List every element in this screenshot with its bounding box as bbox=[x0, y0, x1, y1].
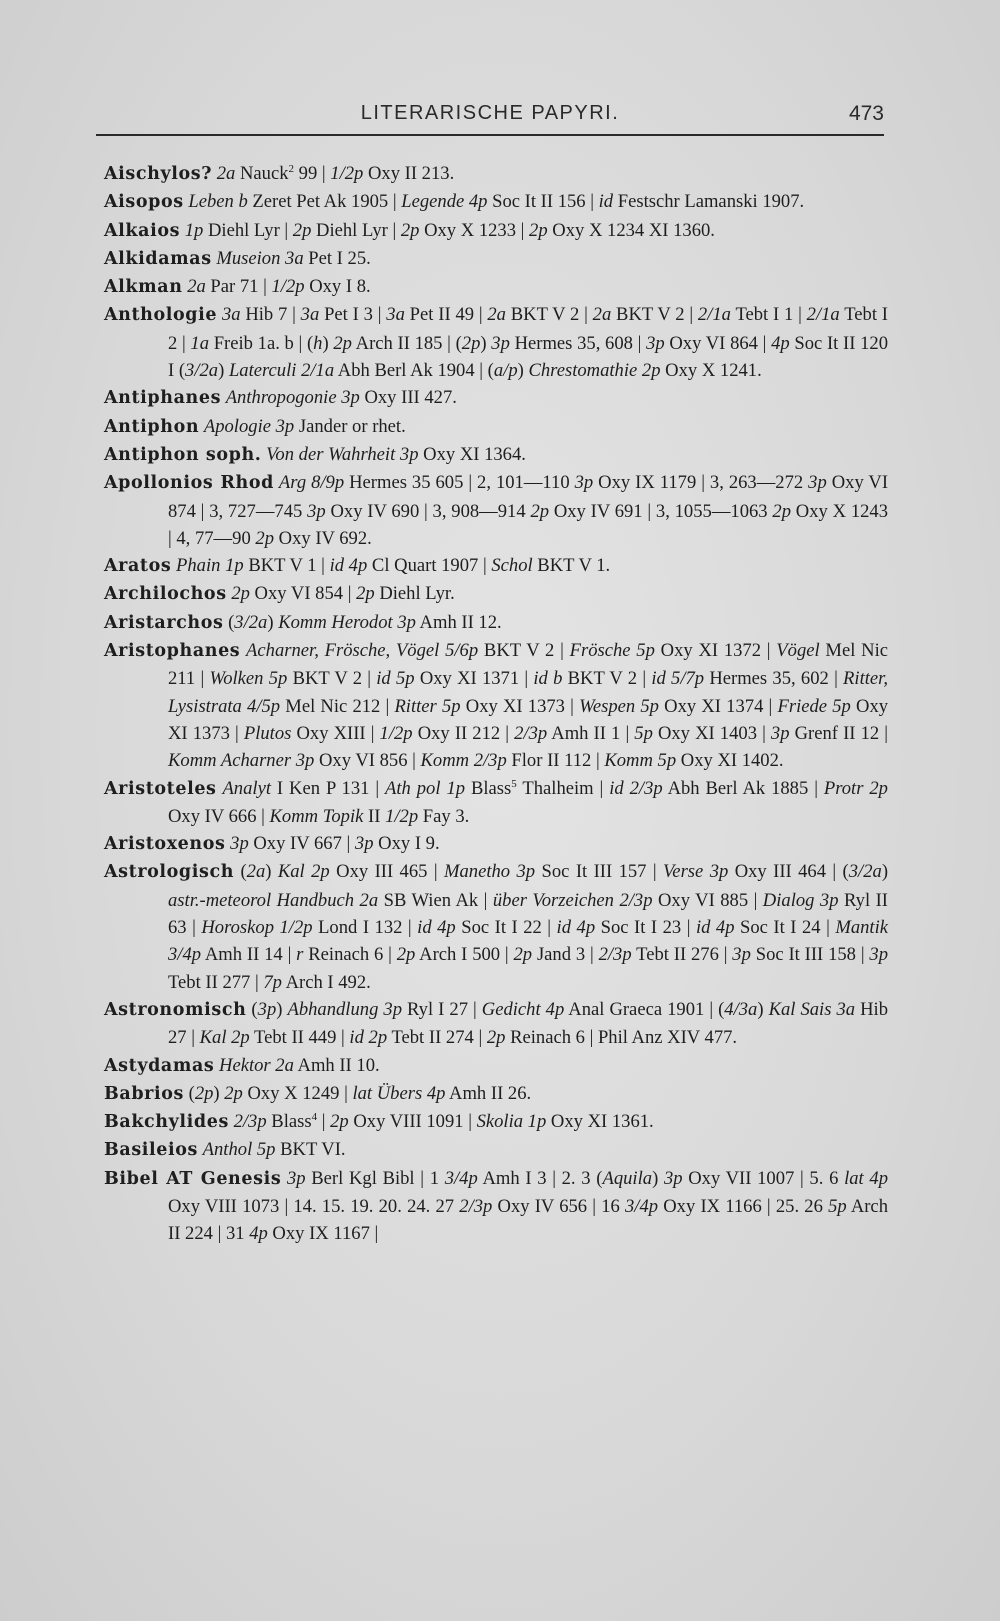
index-entry bbox=[104, 217, 888, 245]
entry-lemma: Astydamas bbox=[104, 1055, 215, 1076]
entry-lemma: Basileios bbox=[104, 1140, 198, 1161]
entry-references: Anthropogonie 3p Oxy III 427. bbox=[225, 387, 457, 409]
index-entries bbox=[104, 160, 888, 1248]
index-entry bbox=[104, 413, 888, 441]
index-entry bbox=[104, 996, 888, 1052]
entry-references: 2a Par 71 | 1/2p Oxy I 8. bbox=[187, 276, 371, 298]
entry-references: 3p Oxy IV 667 | 3p Oxy I 9. bbox=[230, 833, 440, 855]
entry-lemma: Bakchylides bbox=[104, 1112, 229, 1133]
index-entry bbox=[104, 160, 888, 188]
running-title: LITERARISCHE PAPYRI. bbox=[360, 102, 620, 124]
index-entry bbox=[104, 273, 888, 301]
index-entry bbox=[104, 441, 888, 469]
entry-references: 3a Hib 7 | 3a Pet I 3 | 3a Pet II 49 | 2a BKT V 2 | 2a BKT V 2 | 2/1a Tebt I 1 | 2/1a Tebt I 2 | 1a Freib 1a. b | (h) 2p Arch II 185 | (2p) 3p Hermes 35, 608 | 3p Oxy VI 864 | 4p Soc It II 120 I (3/2a) Laterculi 2/1a Abh Berl Ak 1904 | (a/p) Chrestomathie 2p Oxy X 1241. bbox=[168, 304, 889, 382]
index-entry bbox=[104, 1108, 888, 1136]
entry-lemma: Antiphanes bbox=[104, 388, 222, 409]
index-entry bbox=[104, 301, 888, 384]
entry-references: Leben b Zeret Pet Ak 1905 | Legende 4p Soc It II 156 | id Festschr Lamanski 1907. bbox=[188, 191, 805, 213]
entry-references: Phain 1p BKT V 1 | id 4p Cl Quart 1907 | Schol BKT V 1. bbox=[176, 555, 611, 577]
entry-references: Hektor 2a Amh II 10. bbox=[219, 1054, 380, 1076]
entry-lemma: Astronomisch bbox=[104, 999, 247, 1020]
index-entry bbox=[104, 1165, 888, 1248]
entry-lemma: Aristophanes bbox=[104, 641, 241, 662]
entry-lemma: Aristoxenos bbox=[104, 834, 226, 855]
entry-references: Arg 8/9p Hermes 35 605 | 2, 101—110 3p Oxy IX 1179 | 3, 263—272 3p Oxy VI 874 | 3, 727—745 3p Oxy IV 690 | 3, 908—914 2p Oxy IV 691 | 3, 1055—1063 2p Oxy X 1243 | 4, 77—90 2p Oxy IV 692. bbox=[168, 472, 889, 549]
entry-references: Apologie 3p Jander or rhet. bbox=[203, 415, 406, 437]
page-header bbox=[96, 96, 884, 136]
index-entry bbox=[104, 858, 888, 995]
index-entry bbox=[104, 384, 888, 412]
index-entry bbox=[104, 775, 888, 831]
index-entry bbox=[104, 1136, 888, 1164]
entry-lemma: Aristoteles bbox=[104, 778, 217, 799]
entry-references: (2a) Kal 2p Oxy III 465 | Manetho 3p Soc It III 157 | Verse 3p Oxy III 464 | (3/2a) astr.-meteorol Handbuch 2a SB Wien Ak | über Vorzeichen 2/3p Oxy VI 885 | Dialog 3p Ryl II 63 | Horoskop 1/2p Lond I 132 | id 4p Soc It I 22 | id 4p Soc It I 23 | id 4p Soc It I 24 | Mantik 3/4p Amh II 14 | r Reinach 6 | 2p Arch I 500 | 2p Jand 3 | 2/3p Tebt II 276 | 3p Soc It III 158 | 3p Tebt II 277 | 7p Arch I 492. bbox=[168, 861, 889, 993]
index-entry bbox=[104, 245, 888, 273]
index-entry bbox=[104, 188, 888, 216]
entry-references: 2p Oxy VI 854 | 2p Diehl Lyr. bbox=[231, 583, 455, 605]
entry-lemma: Bibel AT Genesis bbox=[104, 1168, 282, 1189]
index-entry bbox=[104, 830, 888, 858]
entry-references: Anthol 5p BKT VI. bbox=[202, 1139, 346, 1161]
entry-lemma: Antiphon bbox=[104, 416, 200, 437]
entry-lemma: Aristarchos bbox=[104, 612, 224, 633]
entry-references: (3/2a) Komm Herodot 3p Amh II 12. bbox=[223, 611, 502, 633]
index-entry bbox=[104, 469, 888, 552]
entry-lemma: Alkidamas bbox=[104, 248, 212, 269]
entry-references: 1p Diehl Lyr | 2p Diehl Lyr | 2p Oxy X 1233 | 2p Oxy X 1234 XI 1360. bbox=[184, 219, 715, 241]
entry-references: 3p Berl Kgl Bibl | 1 3/4p Amh I 3 | 2. 3 (Aquila) 3p Oxy VII 1007 | 5. 6 lat 4p Oxy VIII 1073 | 14. 15. 19. 20. 24. 27 2/3p Oxy IV 656 | 16 3/4p Oxy IX 1166 | 25. 26 5p Arch II 224 | 31 4p Oxy IX 1167 | bbox=[168, 1167, 888, 1245]
index-entry bbox=[104, 637, 888, 774]
page-number: 473 bbox=[848, 102, 884, 125]
index-entry bbox=[104, 1080, 888, 1108]
entry-lemma: Astrologisch bbox=[104, 862, 235, 883]
entry-lemma: Antiphon soph. bbox=[104, 444, 262, 465]
entry-lemma: Babrios bbox=[104, 1083, 184, 1104]
entry-lemma: Alkaios bbox=[104, 220, 181, 241]
entry-references: Museion 3a Pet I 25. bbox=[216, 247, 371, 269]
entry-lemma: Alkman bbox=[104, 277, 183, 298]
entry-lemma: Aischylos? bbox=[104, 164, 213, 184]
index-entry bbox=[104, 609, 888, 637]
index-entry bbox=[104, 552, 888, 580]
entry-lemma: Archilochos bbox=[104, 584, 227, 605]
entry-references: (3p) Abhandlung 3p Ryl I 27 | Gedicht 4p Anal Graeca 1901 | (4/3a) Kal Sais 3a Hib 27 | Kal 2p Tebt II 449 | id 2p Tebt II 274 | 2p Reinach 6 | Phil Anz XIV 477. bbox=[168, 998, 888, 1049]
entry-lemma: Anthologie bbox=[104, 305, 218, 326]
entry-references: 2a Nauck$^2$ 99 | 1/2p Oxy II 213. bbox=[216, 162, 455, 184]
entry-references: Acharner, Frösche, Vögel 5/6p BKT V 2 | Frösche 5p Oxy XI 1372 | Vögel Mel Nic 211 | Wolken 5p BKT V 2 | id 5p Oxy XI 1371 | id b BKT V 2 | id 5/7p Hermes 35, 602 | Ritter, Lysistrata 4/5p Mel Nic 212 | Ritter 5p Oxy XI 1373 | Wespen 5p Oxy XI 1374 | Friede 5p Oxy XI 1373 | Plutos Oxy XIII | 1/2p Oxy II 212 | 2/3p Amh II 1 | 5p Oxy XI 1403 | 3p Grenf II 12 | Komm Acharner 3p Oxy VI 856 | Komm 2/3p Flor II 112 | Komm 5p Oxy XI 1402. bbox=[168, 640, 889, 772]
entry-references: Analyt I Ken P 131 | Ath pol 1p Blass$^5$ Thalheim | id 2/3p Abh Berl Ak 1885 | Protr 2p Oxy IV 666 | Komm Topik II 1/2p Fay 3. bbox=[168, 777, 888, 827]
index-entry bbox=[104, 580, 888, 608]
index-entry bbox=[104, 1052, 888, 1080]
entry-references: 2/3p Blass$^4$ | 2p Oxy VIII 1091 | Skolia 1p Oxy XI 1361. bbox=[233, 1110, 654, 1133]
entry-references: (2p) 2p Oxy X 1249 | lat Übers 4p Amh II 26. bbox=[183, 1082, 532, 1104]
entry-lemma: Apollonios Rhod bbox=[104, 473, 274, 494]
entry-lemma: Aratos bbox=[104, 556, 172, 577]
entry-lemma: Aisopos bbox=[104, 192, 184, 213]
entry-references: Von der Wahrheit 3p Oxy XI 1364. bbox=[266, 443, 526, 465]
